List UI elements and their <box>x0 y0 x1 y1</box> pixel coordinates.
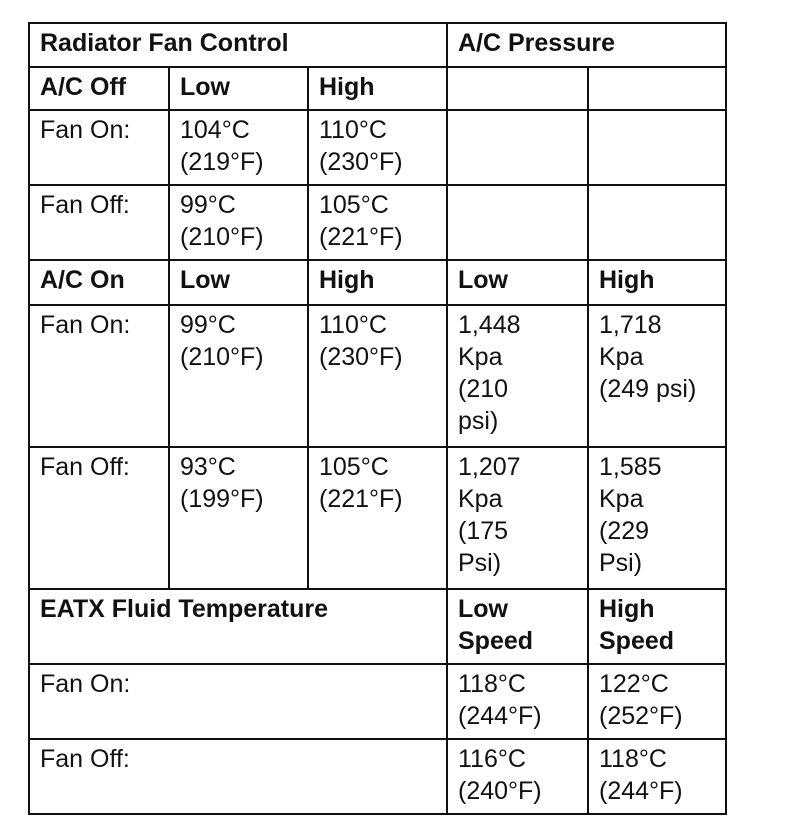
low-speed-header: Low Speed <box>447 589 588 664</box>
temp-cell: 118°C (244°F) <box>447 664 588 739</box>
empty-cell <box>588 67 725 110</box>
empty-cell <box>588 110 725 185</box>
pressure-low-header: Low <box>447 260 588 305</box>
eatx-fluid-temperature-header: EATX Fluid Temperature <box>30 589 447 664</box>
ac-off-label: A/C Off <box>30 67 169 110</box>
high-speed-header: High Speed <box>588 589 725 664</box>
temp-cell: 122°C (252°F) <box>588 664 725 739</box>
ac-on-low-header: Low <box>169 260 308 305</box>
temp-cell: 105°C (221°F) <box>308 185 447 260</box>
ac-on-label: A/C On <box>30 260 169 305</box>
empty-cell <box>447 67 588 110</box>
temp-cell: 93°C (199°F) <box>169 447 308 589</box>
row-label: Fan On: <box>30 305 169 447</box>
radiator-fan-control-header: Radiator Fan Control <box>30 24 447 67</box>
pressure-cell: 1,585 Kpa (229 Psi) <box>588 447 725 589</box>
row-label: Fan On: <box>30 110 169 185</box>
empty-cell <box>447 110 588 185</box>
temp-cell: 110°C (230°F) <box>308 305 447 447</box>
empty-cell <box>588 185 725 260</box>
temp-cell: 99°C (210°F) <box>169 185 308 260</box>
row-label: Fan Off: <box>30 739 447 813</box>
temp-cell: 105°C (221°F) <box>308 447 447 589</box>
ac-off-high-header: High <box>308 67 447 110</box>
temp-cell: 118°C (244°F) <box>588 739 725 813</box>
ac-pressure-header: A/C Pressure <box>447 24 725 67</box>
temp-cell: 99°C (210°F) <box>169 305 308 447</box>
ac-off-low-header: Low <box>169 67 308 110</box>
ac-on-high-header: High <box>308 260 447 305</box>
pressure-cell: 1,207 Kpa (175 Psi) <box>447 447 588 589</box>
pressure-cell: 1,718 Kpa (249 psi) <box>588 305 725 447</box>
pressure-high-header: High <box>588 260 725 305</box>
row-label: Fan Off: <box>30 185 169 260</box>
row-label: Fan Off: <box>30 447 169 589</box>
row-label: Fan On: <box>30 664 447 739</box>
temp-cell: 104°C (219°F) <box>169 110 308 185</box>
temp-cell: 116°C (240°F) <box>447 739 588 813</box>
pressure-cell: 1,448 Kpa (210 psi) <box>447 305 588 447</box>
empty-cell <box>447 185 588 260</box>
spec-table <box>30 24 725 813</box>
temp-cell: 110°C (230°F) <box>308 110 447 185</box>
fan-control-chart <box>28 22 727 815</box>
